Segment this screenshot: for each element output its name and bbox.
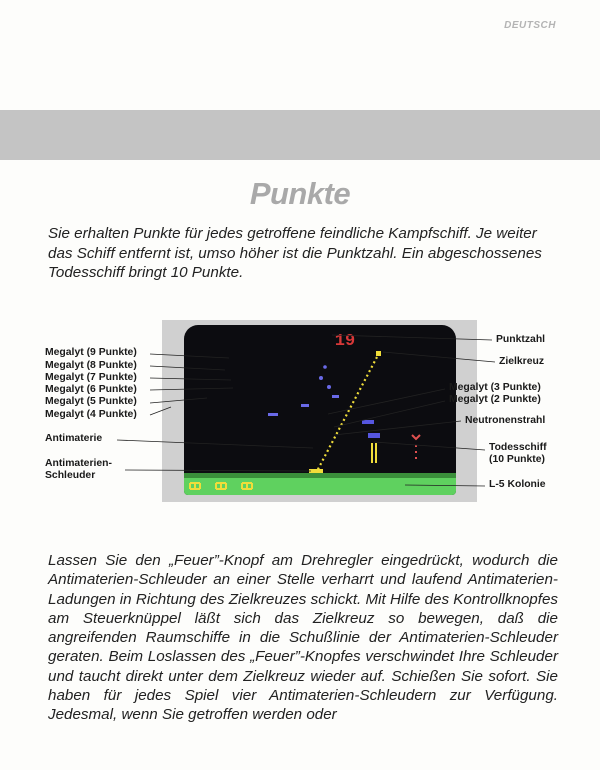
leader-m9 [150, 354, 229, 358]
label-schleuder-line2: Schleuder [45, 470, 96, 481]
label-megalyt-4: Megalyt (4 Punkte) [45, 409, 137, 420]
label-kolonie: L-5 Kolonie [489, 479, 546, 490]
label-megalyt-3: Megalyt (3 Punkte) [449, 382, 541, 393]
leader-m5 [150, 398, 207, 403]
body-paragraph: Lassen Sie den „Feuer”-Knopf am Drehregler eingedrückt, wodurch die Antimaterien-Schleuder an einer Stelle verharrt und laufend Antimaterien-Ladungen in Richtung des Zielkreuzes schickt. Mit Hilfe des Kontrollknopfes am Steuerknüppel läßt sich das Zielkreuz so bewegen, daß die angreifenden Raumschiffe in die Schußlinie der Antimaterien-Schleuder geraten. Beim Loslassen des „Feuer”-Knopfes verschwindet Ihre Schleuder und taucht direkt unter dem Zielkreuz wieder auf. Schießen Sie sofort. Sie haben für jedes Spiel vier Antimaterien-Schleudern zur Verfügung. Jedesmal, wenn Sie getroffen werden oder [48, 552, 558, 724]
label-megalyt-8: Megalyt (8 Punkte) [45, 360, 137, 371]
label-schleuder-line1: Antimaterien- [45, 458, 112, 469]
leader-neutronenstrahl [334, 421, 461, 435]
leader-m3 [328, 389, 445, 414]
leader-m2 [334, 401, 445, 427]
leader-zielkreuz [383, 352, 495, 362]
header-band [0, 110, 600, 160]
label-todesschiff-line2: (10 Punkte) [489, 454, 546, 465]
intro-paragraph: Sie erhalten Punkte für jedes getroffene feindliche Kampfschiff. Je weiter das Schiff entfernt ist, umso höher ist die Punktzahl. Ein abgeschossenes Todesschiff bringt 10 Punkte. [48, 225, 542, 281]
label-megalyt-2: Megalyt (2 Punkte) [449, 394, 541, 405]
label-megalyt-5: Megalyt (5 Punkte) [45, 396, 137, 407]
language-tag: DEUTSCH [504, 20, 556, 31]
label-todesschiff-line1: Todesschiff [489, 442, 547, 453]
leader-antimaterie [117, 440, 313, 448]
label-zielkreuz: Zielkreuz [499, 356, 545, 367]
label-antimaterie: Antimaterie [45, 433, 103, 444]
leader-todesschiff [374, 442, 485, 450]
leader-m4 [150, 407, 171, 415]
label-megalyt-7: Megalyt (7 Punkte) [45, 372, 137, 383]
label-neutronenstrahl: Neutronenstrahl [465, 415, 546, 426]
leader-m6 [150, 388, 233, 390]
label-megalyt-6: Megalyt (6 Punkte) [45, 384, 137, 395]
leader-m8 [150, 366, 225, 370]
leader-kolonie [405, 485, 485, 486]
leader-punktzahl [332, 335, 492, 340]
game-figure [45, 318, 555, 508]
page-title: Punkte [249, 176, 351, 211]
leader-schleuder [125, 470, 311, 471]
label-megalyt-9: Megalyt (9 Punkte) [45, 347, 137, 358]
score-display: 19 [334, 332, 356, 351]
leader-m7 [150, 378, 231, 380]
label-punktzahl: Punktzahl [496, 334, 546, 345]
